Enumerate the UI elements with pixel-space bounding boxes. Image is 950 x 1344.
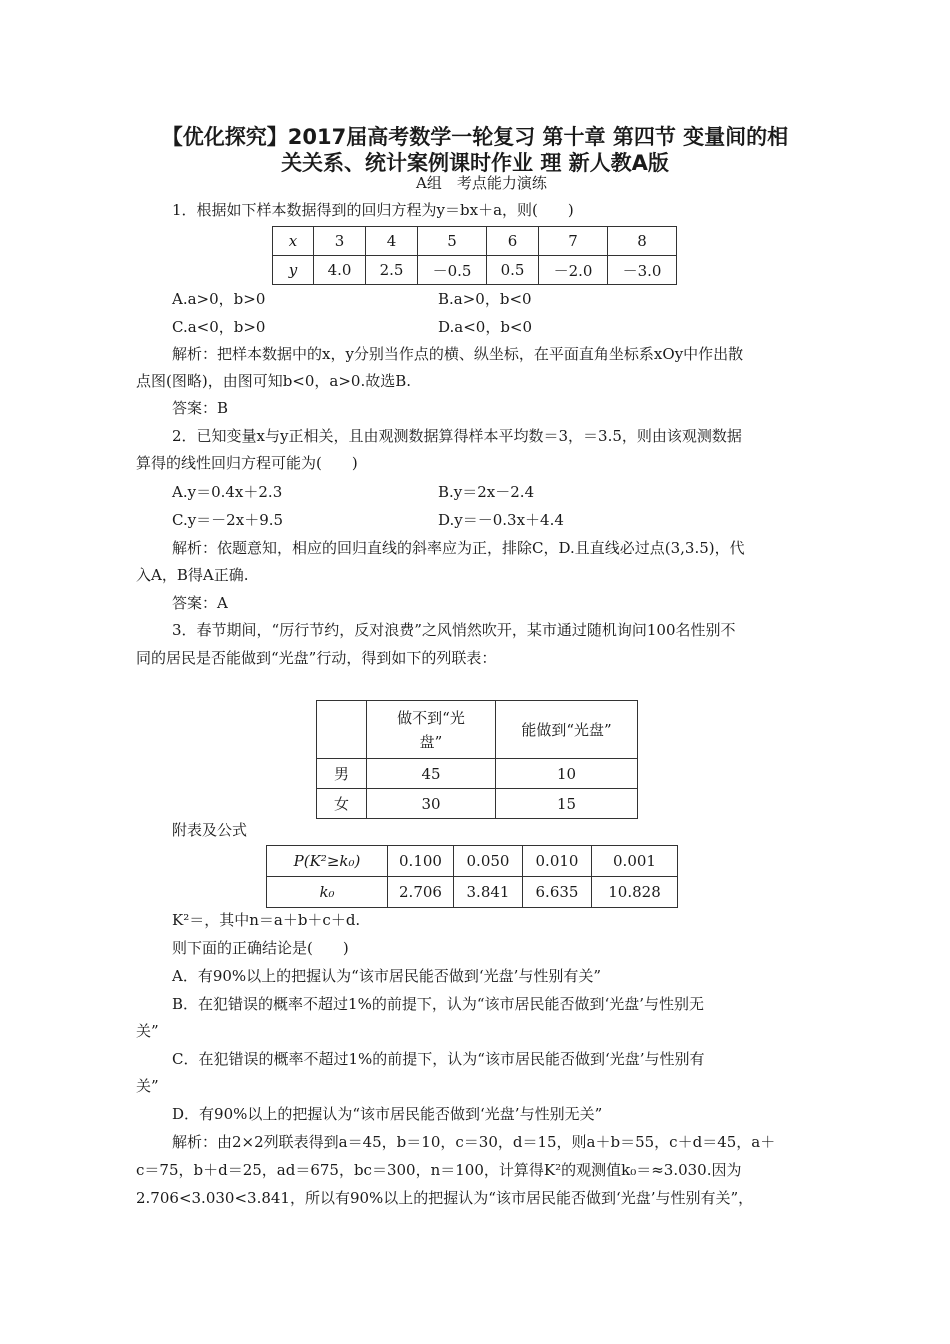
title-line-1: 【优化探究】2017届高考数学一轮复习 第十章 第四节 变量间的相 [161, 125, 789, 149]
q3-option-d: D．有90%以上的把握认为“该市居民能否做到‘光盘’与性别无关” [172, 1105, 603, 1123]
q3-header-can: 能做到“光盘” [496, 701, 638, 759]
q3-header-cannot-line-2: 盘” [419, 732, 443, 751]
q3-contingency-table [316, 700, 638, 819]
table-cell: 6 [487, 227, 539, 256]
q3-ask: 则下面的正确结论是( ) [172, 939, 349, 957]
row-label: 女 [317, 789, 367, 819]
table-cell: 3 [314, 227, 366, 256]
table-row [317, 789, 638, 819]
q3-p-label: P(K²≥k₀) [267, 846, 388, 877]
q2-analysis-line-1: 解析：依题意知，相应的回归直线的斜率应为正，排除C，D.且直线必过点(3,3.5)，代 [172, 539, 745, 557]
q3-critical-value-table [266, 845, 678, 908]
q3-header-cannot-line-1: 做不到“光 [397, 708, 465, 727]
table-cell: －3.0 [608, 256, 677, 285]
table-cell: 0.100 [388, 846, 454, 877]
table-cell: 30 [367, 789, 496, 819]
q2-option-c: C.y＝－2x＋9.5 [172, 511, 284, 529]
table-cell: 0.010 [523, 846, 592, 877]
q1-option-a: A.a>0，b>0 [172, 290, 266, 308]
q2-answer: 答案：A [172, 594, 228, 612]
q3-stem-line-2: 同的居民是否能做到“光盘”行动，得到如下的列联表： [136, 649, 497, 667]
q1-stem: 1．根据如下样本数据得到的回归方程为y＝bx＋a，则( ) [172, 201, 574, 219]
q2-option-b: B.y＝2x－2.4 [438, 483, 535, 501]
table-cell: 2.706 [388, 877, 454, 908]
q3-stem-line-1: 3．春节期间，“厉行节约，反对浪费”之风悄然吹开，某市通过随机询问100名性别不 [172, 621, 736, 639]
q3-header-cannot [367, 701, 496, 759]
q1-x-row [273, 227, 677, 256]
table-cell: 0.001 [592, 846, 678, 877]
table-cell: 4.0 [314, 256, 366, 285]
table-row [317, 759, 638, 789]
table-row [267, 877, 678, 908]
q3-analysis-line-2: c＝75，b＋d＝25，ad＝675，bc＝300，n＝100，计算得K²的观测值k₀＝≈3.030.因为 [136, 1161, 742, 1179]
q1-x-label: x [273, 227, 314, 256]
q1-analysis-line-1: 解析：把样本数据中的x，y分别当作点的横、纵坐标，在平面直角坐标系xOy中作出散 [172, 345, 744, 363]
q1-answer: 答案：B [172, 399, 229, 417]
table-cell: 8 [608, 227, 677, 256]
table-cell: 4 [366, 227, 418, 256]
q1-analysis-line-2: 点图(图略)，由图可知b<0，a>0.故选B. [136, 372, 412, 390]
title-line-2: 关关系、统计案例课时作业 理 新人教A版 [281, 151, 669, 175]
table-cell: 0.5 [487, 256, 539, 285]
q2-stem-line-2: 算得的线性回归方程可能为( ) [136, 454, 358, 472]
q3-analysis-line-1: 解析：由2×2列联表得到a＝45，b＝10，c＝30，d＝15，则a＋b＝55，c＋d＝45，a＋ [172, 1133, 776, 1151]
q3-formula: K²＝，其中n＝a＋b＋c＋d. [172, 911, 361, 929]
q2-analysis-line-2: 入A，B得A正确. [136, 566, 249, 584]
q1-data-table [272, 226, 677, 285]
q3-header-row [317, 701, 638, 759]
q1-y-row [273, 256, 677, 285]
q3-option-b-line-2: 关” [136, 1022, 159, 1040]
table-cell: 7 [539, 227, 608, 256]
table-cell: －2.0 [539, 256, 608, 285]
table-cell: －0.5 [418, 256, 487, 285]
table-cell: 10.828 [592, 877, 678, 908]
table-cell: 2.5 [366, 256, 418, 285]
row-label: 男 [317, 759, 367, 789]
q2-option-d: D.y＝－0.3x＋4.4 [438, 511, 564, 529]
q1-option-d: D.a<0，b<0 [438, 318, 533, 336]
q3-option-b-line-1: B．在犯错误的概率不超过1%的前提下，认为“该市居民能否做到‘光盘’与性别无 [172, 995, 705, 1013]
q1-option-c: C.a<0，b>0 [172, 318, 266, 336]
table-cell: 6.635 [523, 877, 592, 908]
table-cell: 45 [367, 759, 496, 789]
q2-option-a: A.y＝0.4x＋2.3 [172, 483, 283, 501]
table-cell: 0.050 [454, 846, 523, 877]
table-cell: 15 [496, 789, 638, 819]
document-title [150, 124, 800, 176]
q3-option-c-line-1: C．在犯错误的概率不超过1%的前提下，认为“该市居民能否做到‘光盘’与性别有 [172, 1050, 705, 1068]
section-heading: A组 考点能力演练 [416, 174, 547, 192]
table-cell: 3.841 [454, 877, 523, 908]
table-row [267, 846, 678, 877]
table-cell: 5 [418, 227, 487, 256]
table-cell [317, 701, 367, 759]
q3-analysis-line-3: 2.706<3.030<3.841，所以有90%以上的把握认为“该市居民能否做到‘光盘’与性别有关”， [136, 1189, 754, 1207]
q3-appendix-label: 附表及公式 [172, 821, 248, 839]
table-cell: 10 [496, 759, 638, 789]
q3-option-c-line-2: 关” [136, 1077, 159, 1095]
q3-option-a: A．有90%以上的把握认为“该市居民能否做到‘光盘’与性别有关” [172, 967, 602, 985]
q1-y-label: y [273, 256, 314, 285]
q3-k-label: k₀ [267, 877, 388, 908]
q2-stem-line-1: 2．已知变量x与y正相关，且由观测数据算得样本平均数＝3，＝3.5，则由该观测数据 [172, 427, 742, 445]
q1-option-b: B.a>0，b<0 [438, 290, 532, 308]
